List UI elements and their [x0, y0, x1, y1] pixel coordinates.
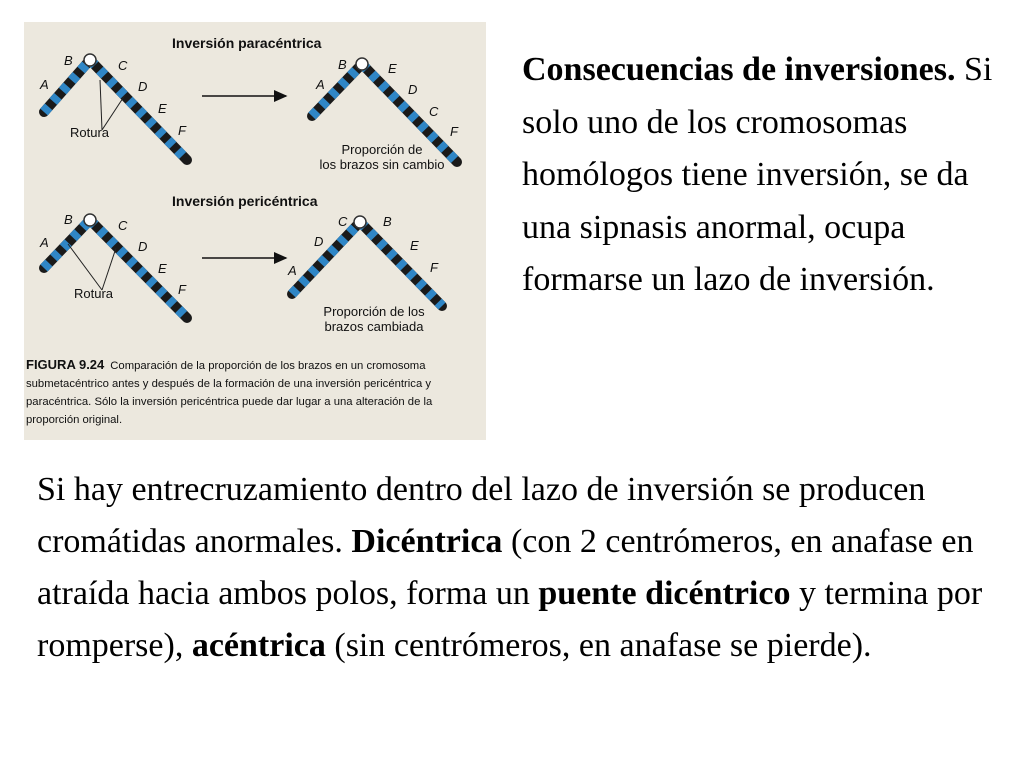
rotura-label: Rotura	[70, 125, 110, 140]
gene-label: F	[430, 260, 438, 275]
gene-label: F	[178, 282, 186, 297]
gene-label: A	[40, 77, 49, 92]
crossover-text: Si hay entrecruzamiento dentro del lazo de inversión se producen cromátidas anormales.	[37, 471, 926, 560]
gene-label: B	[64, 53, 73, 68]
chromosome-pericentric-after	[292, 216, 442, 306]
gene-label: B	[383, 214, 392, 229]
term-dicentrica: Dicéntrica	[351, 523, 503, 560]
gene-label: E	[410, 238, 419, 253]
gene-label: D	[138, 239, 148, 254]
caption-label: FIGURA 9.24	[26, 357, 105, 372]
figure-caption	[26, 356, 484, 429]
gene-label: E	[158, 101, 167, 116]
centromere	[84, 214, 96, 226]
gene-label: C	[118, 218, 128, 233]
crossover-text: y termina por romperse),	[37, 575, 983, 664]
centromere	[84, 54, 96, 66]
gene-label: A	[288, 263, 297, 278]
crossover-paragraph	[37, 464, 1007, 672]
paracentric-note: Proporción de los brazos sin cambio	[319, 142, 445, 172]
inversion-figure	[24, 22, 486, 440]
rotura-label: Rotura	[74, 286, 114, 301]
term-acentrica: acéntrica	[191, 627, 326, 664]
gene-label: E	[158, 261, 167, 276]
gene-label: D	[314, 234, 324, 249]
gene-label: C	[118, 58, 128, 73]
rotura-pointer	[100, 80, 102, 130]
consequences-body: Si solo uno de los cromosomas homólogos tiene inversión, se da una sipnasis anormal, ocupa formarse un lazo de inversión.	[522, 51, 993, 298]
caption-text: Comparación de la proporción de los brazos en un cromosoma submetacéntrico antes y después de la formación de una inversión pericéntrica y paracéntrica. Sólo la inversión pericéntrica puede dar lugar a una alteración de la proporción original.	[26, 360, 433, 426]
gene-label: F	[450, 124, 458, 139]
gene-label: A	[40, 235, 49, 250]
gene-label: D	[408, 82, 418, 97]
pericentric-title: Inversión pericéntrica	[172, 193, 318, 209]
term-puente-dicentrico: puente dicéntrico	[538, 575, 791, 612]
rotura-pointer	[68, 244, 102, 290]
gene-label: B	[338, 57, 347, 72]
consequences-paragraph	[522, 44, 1002, 307]
gene-label: B	[64, 212, 73, 227]
gene-label: A	[316, 77, 325, 92]
gene-label: F	[178, 123, 186, 138]
gene-label: D	[138, 79, 148, 94]
centromere	[356, 58, 368, 70]
consequences-heading: Consecuencias de inversiones.	[522, 51, 956, 88]
centromere	[354, 216, 366, 228]
gene-label: C	[338, 214, 348, 229]
pericentric-note: Proporción de los brazos cambiada	[323, 304, 425, 334]
crossover-text: (con 2 centrómeros, en anafase en atraída hacia ambos polos, forma un	[37, 523, 974, 612]
rotura-pointer	[102, 248, 116, 290]
paracentric-title: Inversión paracéntrica	[172, 35, 322, 51]
gene-label: C	[429, 104, 439, 119]
gene-label: E	[388, 61, 397, 76]
crossover-text: (sin centrómeros, en anafase se pierde).	[325, 627, 872, 664]
